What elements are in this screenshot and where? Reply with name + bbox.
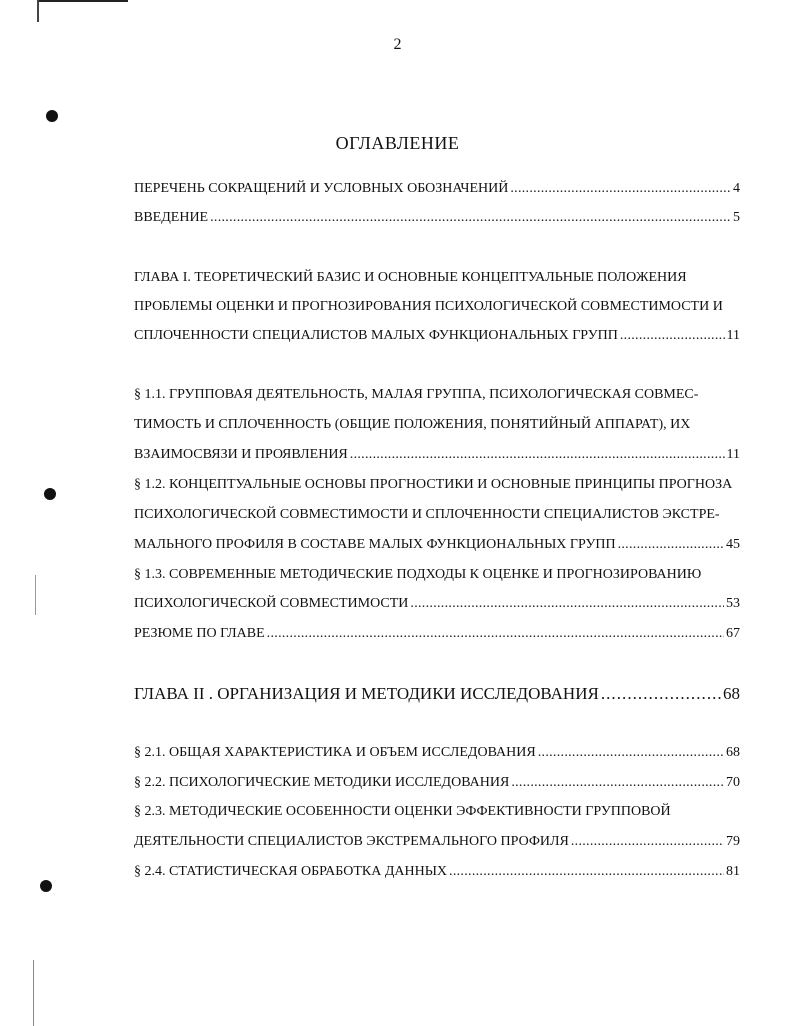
toc-entry-text: § 2.2. ПСИХОЛОГИЧЕСКИЕ МЕТОДИКИ ИССЛЕДОВАНИЯ — [134, 775, 510, 790]
leader-dots — [510, 181, 731, 197]
page-number: 2 — [393, 36, 402, 53]
leader-dots — [538, 745, 724, 761]
toc-entry-text: СПЛОЧЕННОСТИ СПЕЦИАЛИСТОВ МАЛЫХ ФУНКЦИОНАЛЬНЫХ ГРУПП — [134, 328, 618, 343]
scan-edge-line — [33, 960, 34, 1026]
toc-page-number: 45 — [726, 537, 740, 552]
leader-dots — [601, 684, 721, 704]
toc-entry-text: ПРОБЛЕМЫ ОЦЕНКИ И ПРОГНОЗИРОВАНИЯ ПСИХОЛОГИЧЕСКОЙ СОВМЕСТИМОСТИ И — [134, 299, 723, 314]
punch-hole-mark — [46, 110, 58, 122]
toc-page-number: 5 — [733, 210, 740, 225]
toc-page-number: 68 — [726, 745, 740, 760]
leader-dots — [511, 775, 724, 791]
toc-entry-text: § 1.1. ГРУППОВАЯ ДЕЯТЕЛЬНОСТЬ, МАЛАЯ ГРУППА, ПСИХОЛОГИЧЕСКАЯ СОВМЕС- — [134, 387, 699, 402]
leader-dots — [267, 626, 724, 642]
toc-entry-text: § 1.3. СОВРЕМЕННЫЕ МЕТОДИЧЕСКИЕ ПОДХОДЫ К ОЦЕНКЕ И ПРОГНОЗИРОВАНИЮ — [134, 567, 702, 582]
leader-dots — [210, 210, 731, 226]
punch-hole-mark — [40, 880, 52, 892]
toc-page-number: 79 — [726, 834, 740, 849]
scan-edge-line — [38, 0, 128, 2]
toc-page-number: 11 — [726, 447, 740, 462]
toc-entry-text: ПЕРЕЧЕНЬ СОКРАЩЕНИЙ И УСЛОВНЫХ ОБОЗНАЧЕНИЙ — [134, 181, 509, 196]
scan-edge-line — [37, 0, 39, 22]
scan-edge-line — [35, 575, 36, 615]
toc-page-number: 70 — [726, 775, 740, 790]
toc-entry-text: § 2.4. СТАТИСТИЧЕСКАЯ ОБРАБОТКА ДАННЫХ — [134, 864, 448, 879]
toc-page-number: 81 — [726, 864, 740, 879]
toc-entry-text: ВВЕДЕНИЕ — [134, 210, 209, 225]
leader-dots — [618, 537, 724, 553]
punch-hole-mark — [44, 488, 56, 500]
toc-entry-text: ВЗАИМОСВЯЗИ И ПРОЯВЛЕНИЯ — [134, 447, 348, 462]
toc-entry-text: РЕЗЮМЕ ПО ГЛАВЕ — [134, 626, 265, 641]
leader-dots — [350, 447, 725, 463]
toc-entry-text: ГЛАВА II . ОРГАНИЗАЦИЯ И МЕТОДИКИ ИССЛЕДОВАНИЯ — [134, 684, 599, 703]
toc-entry-text: МАЛЬНОГО ПРОФИЛЯ В СОСТАВЕ МАЛЫХ ФУНКЦИОНАЛЬНЫХ ГРУПП — [134, 537, 616, 552]
toc-entry-text: ГЛАВА I. ТЕОРЕТИЧЕСКИЙ БАЗИС И ОСНОВНЫЕ КОНЦЕПТУАЛЬНЫЕ ПОЛОЖЕНИЯ — [134, 270, 687, 285]
leader-dots — [410, 596, 724, 612]
toc-entry-text: § 1.2. КОНЦЕПТУАЛЬНЫЕ ОСНОВЫ ПРОГНОСТИКИ И ОСНОВНЫЕ ПРИНЦИПЫ ПРОГНОЗА — [134, 477, 733, 492]
toc-page-number: 4 — [733, 181, 740, 196]
toc-entry-text: § 2.1. ОБЩАЯ ХАРАКТЕРИСТИКА И ОБЪЕМ ИССЛЕДОВАНИЯ — [134, 745, 536, 760]
leader-dots — [620, 328, 725, 344]
toc-title: ОГЛАВЛЕНИЕ — [335, 133, 460, 153]
toc-entry-text: ДЕЯТЕЛЬНОСТИ СПЕЦИАЛИСТОВ ЭКСТРЕМАЛЬНОГО ПРОФИЛЯ — [134, 834, 569, 849]
leader-dots — [449, 864, 724, 880]
toc-page-number: 68 — [723, 684, 740, 703]
toc-entry-text: ПСИХОЛОГИЧЕСКОЙ СОВМЕСТИМОСТИ И СПЛОЧЕННОСТИ СПЕЦИАЛИСТОВ ЭКСТРЕ- — [134, 507, 720, 522]
toc-entry-text: § 2.3. МЕТОДИЧЕСКИЕ ОСОБЕННОСТИ ОЦЕНКИ ЭФФЕКТИВНОСТИ ГРУППОВОЙ — [134, 804, 671, 819]
toc-page-number: 11 — [726, 328, 740, 343]
toc-page-number: 67 — [726, 626, 740, 641]
toc-entry-text: ТИМОСТЬ И СПЛОЧЕННОСТЬ (ОБЩИЕ ПОЛОЖЕНИЯ, ПОНЯТИЙНЫЙ АППАРАТ), ИХ — [134, 417, 691, 432]
leader-dots — [571, 834, 724, 850]
toc-entry-text: ПСИХОЛОГИЧЕСКОЙ СОВМЕСТИМОСТИ — [134, 596, 409, 611]
toc-page-number: 53 — [726, 596, 740, 611]
